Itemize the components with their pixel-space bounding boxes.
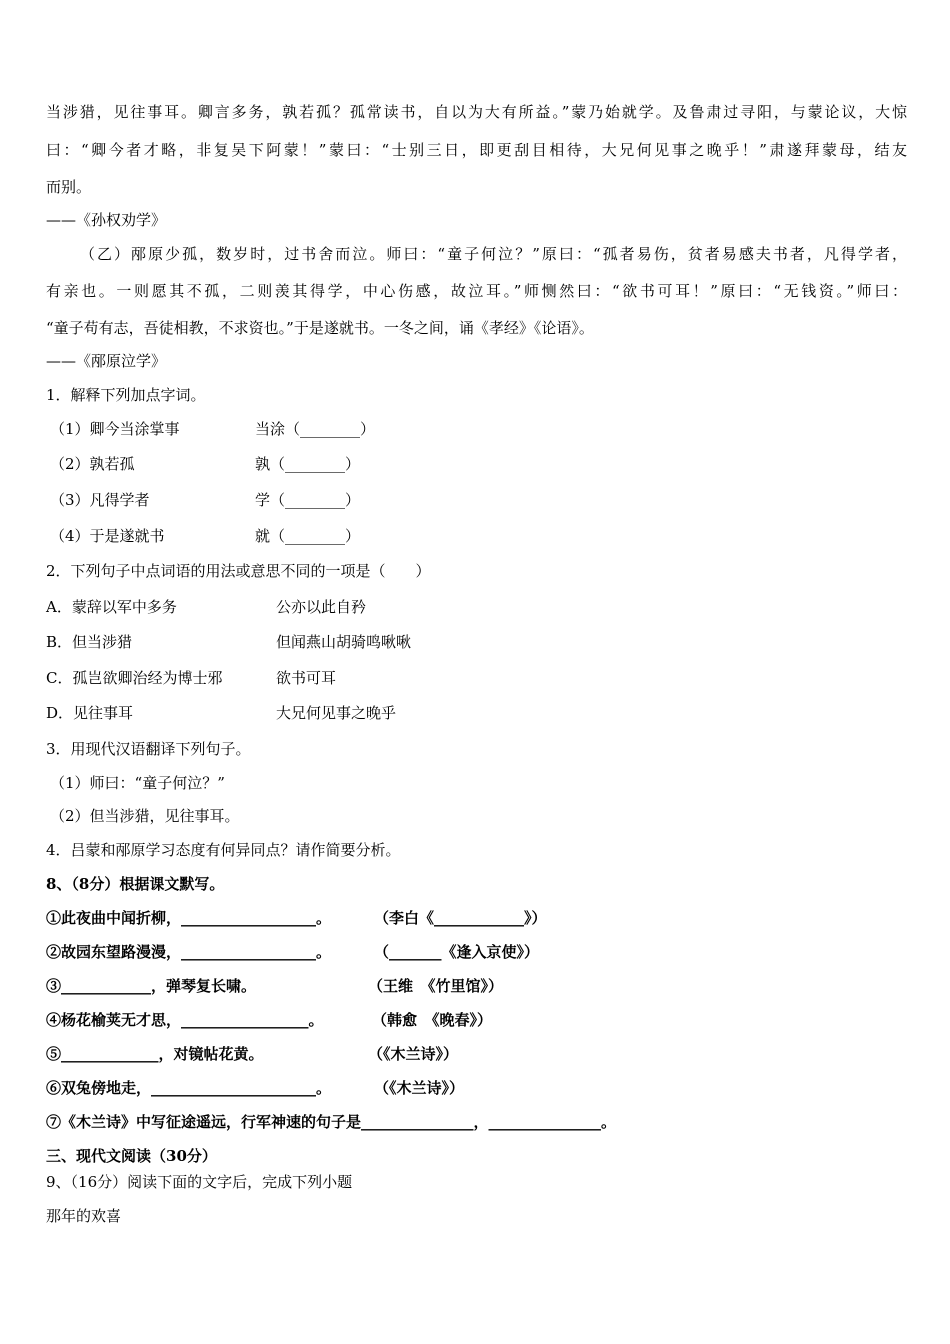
q1-item — [50, 419, 376, 439]
passage-b-line-2: 有亲也。一则愿其不孤，二则羡其得学，中心伤感，故泣耳。”师恻然曰：“欲书可耳！”原曰：“无钱资。”师曰： — [46, 282, 907, 300]
q1-stem: 1．解释下列加点字词。 — [46, 386, 206, 404]
q2-option-left: D．见往事耳 — [46, 704, 134, 722]
q8-item-text: ⑥双兔傍地走，______________________。 — [46, 1079, 332, 1097]
q8-item-text: ②故园东望路漫漫，__________________。 — [46, 943, 332, 961]
q2-stem: 2．下列句子中点词语的用法或意思不同的一项是（ ） — [46, 562, 431, 580]
q8-item-source: （《木兰诗》） — [374, 1079, 465, 1097]
passage-b-source: ——《邴原泣学》 — [46, 352, 167, 370]
q3-item-2: （2）但当涉猎，见往事耳。 — [50, 807, 240, 825]
q8-item-source: （李白《____________》） — [374, 909, 547, 927]
q2-option-right: 欲书可耳 — [276, 669, 337, 687]
q2-option-left: A．蒙辞以军中多务 — [46, 598, 177, 616]
q8-item-3 — [46, 976, 504, 996]
q2-option-c — [46, 668, 337, 688]
passage-b-line-1: （乙）邴原少孤，数岁时，过书舍而泣。师曰：“童子何泣？”原曰：“孤者易伤，贫者易感夫书者，凡得学者， — [80, 245, 907, 263]
q8-item-text: ③____________，弹琴复长啸。 — [46, 977, 257, 995]
section-3-title: 三、现代文阅读（30分） — [46, 1147, 217, 1165]
q1-item-text: （2）孰若孤 — [50, 455, 135, 473]
q8-item-source: （王维 《竹里馆》） — [368, 977, 504, 995]
q8-item-text: ⑤_____________，对镜帖花黄。 — [46, 1045, 264, 1063]
q8-item-text: ⑦《木兰诗》中写征途遥远，行军神速的句子是_______________，_______________。 — [46, 1113, 617, 1131]
passage-b-line-3: “童子苟有志，吾徒相教，不求资也。”于是遂就书。一冬之间，诵《孝经》《论语》。 — [46, 319, 594, 337]
q1-item-blank: 就（________） — [255, 527, 361, 545]
q8-item-1 — [46, 908, 547, 928]
passage-a-source: ——《孙权劝学》 — [46, 211, 167, 229]
q2-option-right: 但闻燕山胡骑鸣啾啾 — [276, 633, 412, 651]
essay-title: 那年的欢喜 — [46, 1207, 122, 1225]
q8-item-source: （《木兰诗》） — [368, 1045, 459, 1063]
q8-item-7 — [46, 1112, 616, 1132]
q1-item — [50, 526, 361, 546]
q8-item-2 — [46, 942, 540, 962]
q8-item-source: （_______《逢入京使》） — [374, 943, 540, 961]
passage-a-line-1: 当涉猎，见往事耳。卿言多务，孰若孤？孤常读书，自以为大有所益。”蒙乃始就学。及鲁肃过寻阳，与蒙论议，大惊 — [46, 103, 907, 121]
q2-option-a — [46, 597, 367, 617]
q1-item-blank: 当涂（________） — [255, 420, 376, 438]
passage-a-line-3: 而别。 — [46, 178, 92, 196]
q8-item-5 — [46, 1044, 459, 1064]
q9-stem: 9、（16分）阅读下面的文字后，完成下列小题 — [46, 1173, 353, 1191]
q8-item-text: ④杨花榆荚无才思，_________________。 — [46, 1011, 324, 1029]
q1-item-text: （4）于是遂就书 — [50, 527, 165, 545]
q2-option-left: B．但当涉猎 — [46, 633, 133, 651]
q1-item — [50, 490, 361, 510]
q8-item-source: （韩愈 《晚春》） — [372, 1011, 493, 1029]
q8-stem: 8、（8分）根据课文默写。 — [46, 875, 225, 893]
q2-option-right: 公亦以此自矜 — [276, 598, 367, 616]
q1-item-text: （3）凡得学者 — [50, 491, 150, 509]
q2-option-d — [46, 703, 397, 723]
q8-item-text: ①此夜曲中闻折柳，__________________。 — [46, 909, 332, 927]
q1-item-blank: 孰（________） — [255, 455, 361, 473]
q1-item-blank: 学（________） — [255, 491, 361, 509]
q2-option-b — [46, 632, 412, 652]
q1-item — [50, 454, 361, 474]
q1-item-text: （1）卿今当涂掌事 — [50, 420, 180, 438]
q2-option-left: C．孤岂欲卿治经为博士邪 — [46, 669, 223, 687]
q3-item-1: （1）师曰：“童子何泣？” — [50, 774, 225, 792]
q8-item-4 — [46, 1010, 493, 1030]
passage-a-line-2: 曰：“卿今者才略，非复吴下阿蒙！”蒙曰：“士别三日，即更刮目相待，大兄何见事之晚乎！”肃遂拜蒙母，结友 — [46, 141, 907, 159]
q3-stem: 3．用现代汉语翻译下列句子。 — [46, 740, 251, 758]
q4-stem: 4．吕蒙和邴原学习态度有何异同点？请作简要分析。 — [46, 841, 401, 859]
q8-item-6 — [46, 1078, 465, 1098]
q2-option-right: 大兄何见事之晚乎 — [276, 704, 397, 722]
